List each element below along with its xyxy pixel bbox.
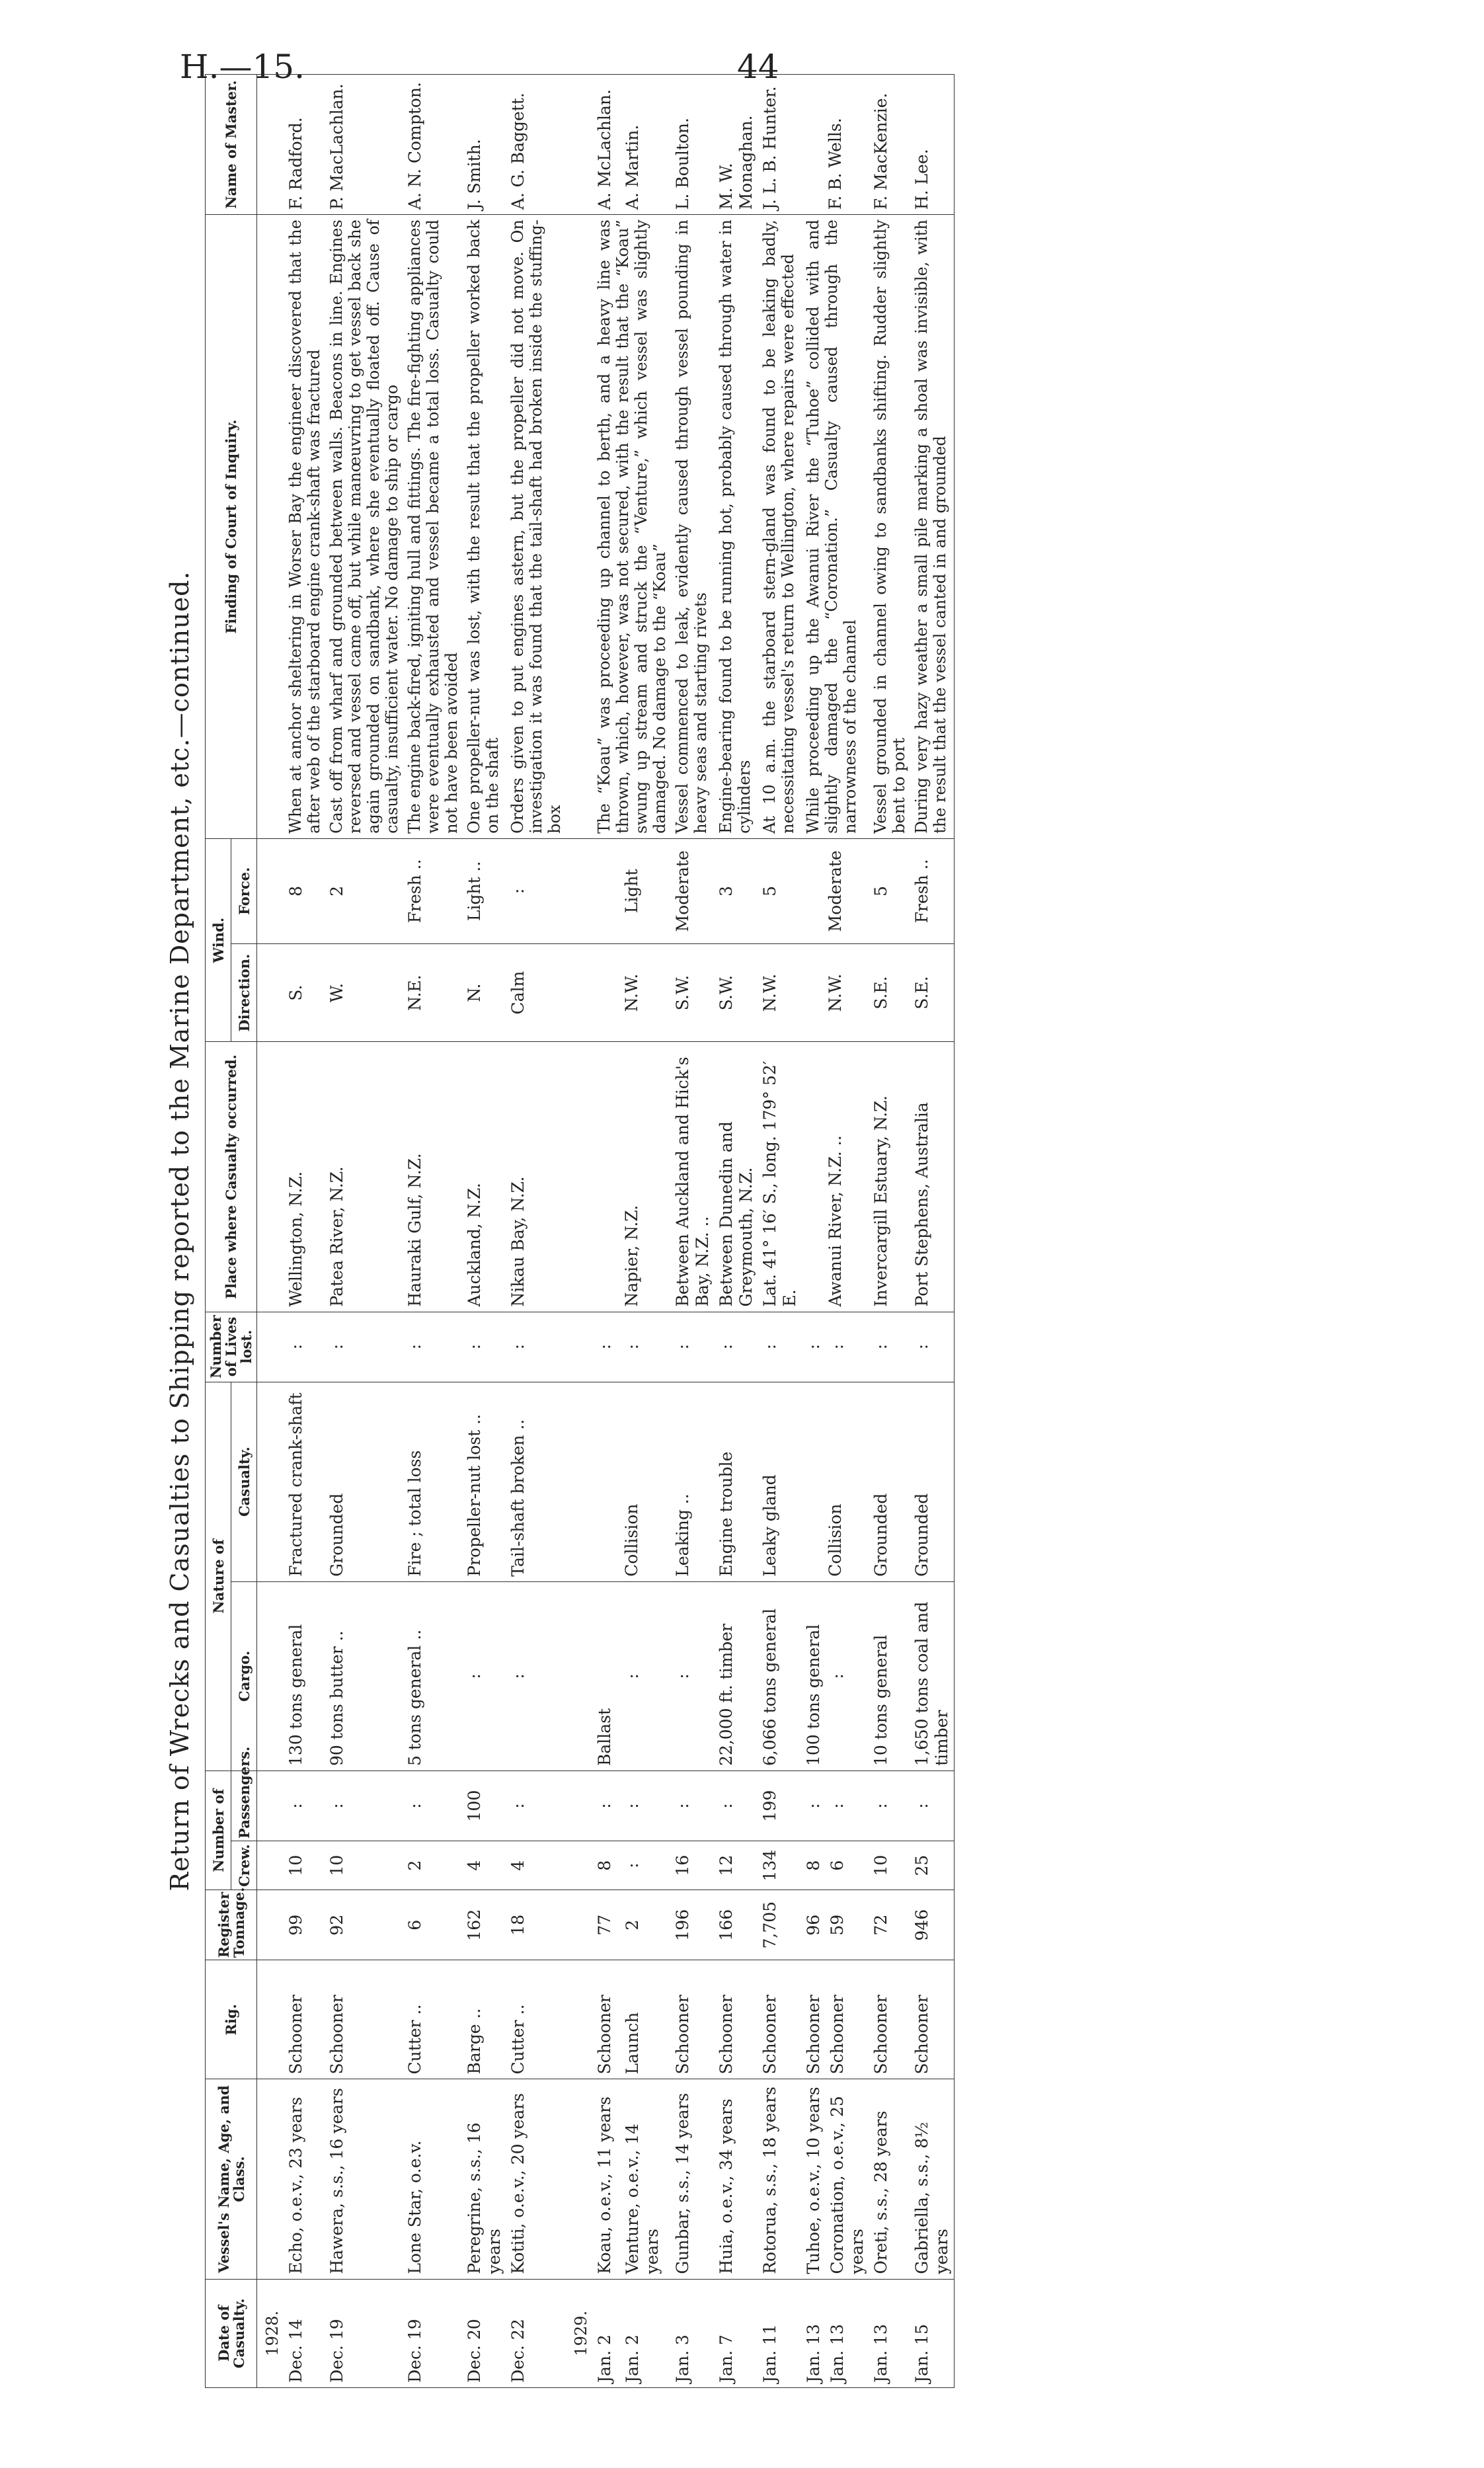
cell-finding: Orders given to put engines astern, but the propeller did not move. On investigation it was found that the tail-shaft had broken inside the stuffing-box [506,215,566,839]
cell-casualty: Grounded [869,1382,910,1581]
cell-finding: When at anchor sheltering in Worser Bay the engineer discovered that the after web of the starboard engine crank-shaft was fractured [284,215,325,839]
cell-lives: : [869,1312,910,1382]
cell-date: Jan. 13 [826,2279,869,2387]
cell-direction: N.W. [758,943,802,1041]
cell-cargo: : [826,1581,869,1771]
cell-vessel: Lone Star, o.e.v. [403,2079,463,2279]
cell-lives: : [621,1312,671,1382]
cell-vessel: Koau, o.e.v., 11 years [593,2079,621,2279]
cell-master: F. B. Wells. [802,75,869,215]
cell-casualty: Fire ; total loss [403,1382,463,1581]
cell-rig: Schooner [910,1960,955,2079]
cell-master: A. N. Compton. [403,75,463,215]
cell-rig: Schooner [758,1960,802,2079]
cell-direction: N.E. [403,943,463,1041]
cell-finding: The engine back-fired, igniting hull and fittings. The fire-fighting appliances were eventually exhausted and vessel became a total loss. Casualty could not have been avoided [403,215,463,839]
cell-vessel: Kotiti, o.e.v., 20 years [506,2079,566,2279]
year-label: 1929. [566,2279,593,2387]
cell-vessel: Hawera, s.s., 16 years [325,2079,403,2279]
cell-finding: At 10 a.m. the starboard stern-gland was found to be leaking badly, necessitating vessel's return to Wellington, where repairs were effected [758,215,802,839]
cell-force: Light [593,838,671,943]
cell-direction: N.W. [802,943,869,1041]
cell-passengers: : [593,1771,621,1841]
table-row [325,75,403,2388]
cell-direction: S.W. [715,943,758,1041]
table-row [715,75,758,2388]
cell-lives: : [671,1312,715,1382]
cell-casualty: Fractured crank-shaft [284,1382,325,1581]
table-row [758,75,802,2388]
cell-direction: S.E. [910,943,955,1041]
cell-date: Jan. 7 [715,2279,758,2387]
cell-tonnage: 72 [869,1890,910,1960]
cell-direction: S.E. [869,943,910,1041]
cell-rig: Schooner [802,1960,826,2079]
cell-lives: : [325,1312,403,1382]
cell-crew: 8 [593,1841,621,1890]
cell-lives: : [758,1312,802,1382]
cell-direction: Calm [506,943,566,1041]
cell-lives: : [506,1312,566,1382]
cell-cargo: 1,650 tons coal and timber [910,1581,955,1771]
cell-cargo: : [463,1581,506,1771]
cell-place: Port Stephens, Australia [910,1042,955,1312]
header-direction: Direction. [231,943,257,1041]
table-row [506,75,566,2388]
header-rig: Rig. [206,1960,257,2079]
cell-force: 5 [869,838,910,943]
header-master: Name of Master. [206,75,257,215]
cell-lives: : [826,1312,869,1382]
document-code: H.—15. [180,48,305,86]
cell-lives: : [284,1312,325,1382]
cell-crew: 10 [325,1841,403,1890]
header-number-of: Number of [206,1771,231,1890]
cell-cargo: 5 tons general .. [403,1581,463,1771]
cell-tonnage: 77 [593,1890,621,1960]
cell-tonnage: 96 [802,1890,826,1960]
cell-direction: S.W. [671,943,715,1041]
cell-place: Between Auckland and Hick's Bay, N.Z. .. [671,1042,715,1312]
cell-vessel: Gunbar, s.s., 14 years [671,2079,715,2279]
cell-finding: Vessel commenced to leak, evidently caused through vessel pounding in heavy seas and starting rivets [671,215,715,839]
cell-master: M. W. Monaghan. [715,75,758,215]
cell-crew: 10 [869,1841,910,1890]
cell-master: P. MacLachlan. [325,75,403,215]
cell-force: Light .. [463,838,506,943]
cell-force: Moderate [671,838,715,943]
cell-lives: : [910,1312,955,1382]
cell-passengers: : [506,1771,566,1841]
cell-casualty: Tail-shaft broken .. [506,1382,566,1581]
wrecks-casualties-table [205,74,955,2388]
cell-rig: Barge .. [463,1960,506,2079]
cell-vessel: Rotorua, s.s., 18 years [758,2079,802,2279]
cell-place: Patea River, N.Z. [325,1042,403,1312]
cell-date: Jan. 15 [910,2279,955,2387]
cell-crew: : [621,1841,671,1890]
table-row [671,75,715,2388]
cell-vessel: Peregrine, s.s., 16 years [463,2079,506,2279]
cell-finding: Vessel grounded in channel owing to sandbanks shifting. Rudder slightly bent to port [869,215,910,839]
cell-finding: One propeller-nut was lost, with the result that the propeller worked back on the shaft [463,215,506,839]
cell-tonnage: 2 [621,1890,671,1960]
header-crew: Crew. [231,1841,257,1890]
cell-rig: Cutter .. [403,1960,463,2079]
cell-rig: Cutter .. [506,1960,566,2079]
cell-place: Auckland, N.Z. [463,1042,506,1312]
cell-casualty: Grounded [325,1382,403,1581]
header-place: Place where Casualty occurred. [206,1042,257,1312]
cell-rig: Schooner [284,1960,325,2079]
cell-rig: Schooner [715,1960,758,2079]
cell-force: 3 [715,838,758,943]
cell-crew: 4 [506,1841,566,1890]
cell-crew: 12 [715,1841,758,1890]
cell-master: A. McLachlan. [593,75,621,215]
header-tonnage: Register Tonnage. [206,1890,257,1960]
cell-date: Dec. 14 [284,2279,325,2387]
cell-casualty: Leaking .. [671,1382,715,1581]
cell-finding: Engine-bearing found to be running hot, probably caused through water in cylinders [715,215,758,839]
cell-vessel: Huia, o.e.v., 34 years [715,2079,758,2279]
cell-cargo: : [506,1581,566,1771]
cell-date: Dec. 19 [403,2279,463,2387]
cell-crew: 8 [802,1841,826,1890]
cell-rig: Schooner [325,1960,403,2079]
cell-cargo: Ballast [593,1581,621,1771]
cell-force: 2 [325,838,403,943]
cell-passengers: : [826,1771,869,1841]
cell-crew: 16 [671,1841,715,1890]
page-number: 44 [737,48,779,86]
header-vessel: Vessel's Name, Age, and Class. [206,2079,257,2279]
cell-force: 8 [284,838,325,943]
cell-rig: Schooner [593,1960,621,2079]
cell-passengers: : [869,1771,910,1841]
cell-cargo: 100 tons general [802,1581,826,1771]
header-casualty: Casualty. [231,1382,257,1581]
header-nature-of: Nature of [206,1382,231,1771]
cell-master: F. Radford. [284,75,325,215]
cell-tonnage: 18 [506,1890,566,1960]
cell-force: : [506,838,566,943]
cell-passengers: : [910,1771,955,1841]
table-row [463,75,506,2388]
cell-crew: 4 [463,1841,506,1890]
cell-force: Fresh .. [403,838,463,943]
table-row [802,75,826,2388]
cell-passengers: : [621,1771,671,1841]
cell-passengers: : [671,1771,715,1841]
cell-tonnage: 7,705 [758,1890,802,1960]
cell-cargo: 10 tons general [869,1581,910,1771]
cell-rig: Schooner [826,1960,869,2079]
cell-casualty: Grounded [910,1382,955,1581]
header-cargo: Cargo. [231,1581,257,1771]
cell-place: Hauraki Gulf, N.Z. [403,1042,463,1312]
table-row [910,75,955,2388]
cell-vessel: Oreti, s.s., 28 years [869,2079,910,2279]
cell-cargo: : [671,1581,715,1771]
cell-tonnage: 196 [671,1890,715,1960]
cell-tonnage: 59 [826,1890,869,1960]
cell-cargo: 6,066 tons general [758,1581,802,1771]
cell-date: Dec. 22 [506,2279,566,2387]
header-wind: Wind. [206,838,231,1041]
cell-casualty: Collision [593,1382,671,1581]
cell-force: Moderate [802,838,869,943]
cell-crew: 25 [910,1841,955,1890]
cell-passengers: : [325,1771,403,1841]
cell-tonnage: 166 [715,1890,758,1960]
cell-place: Wellington, N.Z. [284,1042,325,1312]
table-row [284,75,325,2388]
cell-date: Dec. 19 [325,2279,403,2387]
cell-tonnage: 6 [403,1890,463,1960]
table-row [869,75,910,2388]
cell-vessel: Coronation, o.e.v., 25 years [826,2079,869,2279]
header-lives-lost: Number of Lives lost. [206,1312,257,1382]
cell-date: Jan. 13 [802,2279,826,2387]
cell-master: F. MacKenzie. [869,75,910,215]
cell-cargo: : [621,1581,671,1771]
cell-tonnage: 99 [284,1890,325,1960]
cell-passengers: : [284,1771,325,1841]
cell-lives: : [593,1312,621,1382]
cell-tonnage: 162 [463,1890,506,1960]
cell-finding: During very hazy weather a small pile marking a shoal was invisible, with the result that the vessel canted in and grounded [910,215,955,839]
cell-lives: : [463,1312,506,1382]
cell-crew: 10 [284,1841,325,1890]
rotated-page-content [165,74,1484,2388]
cell-master: J. Smith. [463,75,506,215]
cell-cargo: 90 tons butter .. [325,1581,403,1771]
cell-direction: W. [325,943,403,1041]
cell-master: A. G. Baggett. [506,75,566,215]
cell-rig: Schooner [671,1960,715,2079]
cell-rig: Launch [621,1960,671,2079]
cell-place: Lat. 41° 16′ S., long. 179° 52′ E. [758,1042,802,1312]
cell-force: 5 [758,838,802,943]
cell-vessel: Tuhoe, o.e.v., 10 years [802,2079,826,2279]
cell-tonnage: 92 [325,1890,403,1960]
cell-master: A. Martin. [621,75,671,215]
cell-tonnage: 946 [910,1890,955,1960]
cell-casualty: Engine trouble [715,1382,758,1581]
cell-date: Jan. 13 [869,2279,910,2387]
cell-direction: S. [284,943,325,1041]
header-date: Date of Casualty. [206,2279,257,2387]
header-force: Force. [231,838,257,943]
cell-place: Nikau Bay, N.Z. [506,1042,566,1312]
cell-direction: N. [463,943,506,1041]
cell-place: Invercargill Estuary, N.Z. [869,1042,910,1312]
cell-crew: 6 [826,1841,869,1890]
cell-place: Awanui River, N.Z. .. [802,1042,869,1312]
cell-lives: : [403,1312,463,1382]
cell-date: Jan. 2 [593,2279,621,2387]
cell-vessel: Gabriella, s.s., 8½ years [910,2079,955,2279]
cell-finding: The “Koau” was proceeding up channel to berth, and a heavy line was thrown, which, however, was not secured, with the result that the “Koau” swung up stream and struck the “Venture,” which vessel was slightly damaged. No damage to the “Koau” [593,215,671,839]
cell-casualty: Propeller-nut lost .. [463,1382,506,1581]
cell-cargo: 130 tons general [284,1581,325,1771]
cell-master: H. Lee. [910,75,955,215]
table-row [593,75,621,2388]
cell-vessel: Venture, o.e.v., 14 years [621,2079,671,2279]
cell-casualty: Leaky gland [758,1382,802,1581]
cell-rig: Schooner [869,1960,910,2079]
header-finding: Finding of Court of Inquiry. [206,215,257,839]
cell-passengers: : [715,1771,758,1841]
cell-lives: : [802,1312,826,1382]
cell-place: Between Dunedin and Greymouth, N.Z. [715,1042,758,1312]
cell-date: Jan. 11 [758,2279,802,2387]
cell-passengers: : [802,1771,826,1841]
cell-passengers: : [403,1771,463,1841]
cell-force: Fresh .. [910,838,955,943]
cell-direction: N.W. [593,943,671,1041]
cell-cargo: 22,000 ft. timber [715,1581,758,1771]
table-title: Return of Wrecks and Casualties to Shipping reported to the Marine Department, etc.—continued. [165,571,194,1891]
cell-master: J. L. B. Hunter. [758,75,802,215]
cell-finding: Cast off from wharf and grounded between walls. Beacons in line. Engines reversed and vessel came off, but while manœuvring to get vessel back she again grounded on sandbank, where she eventually floated off. Cause of casualty, insufficient water. No damage to ship or cargo [325,215,403,839]
header-passengers: Passengers. [231,1771,257,1841]
cell-crew: 134 [758,1841,802,1890]
cell-lives: : [715,1312,758,1382]
cell-place: Napier, N.Z. [593,1042,671,1312]
table-row [403,75,463,2388]
cell-date: Jan. 3 [671,2279,715,2387]
cell-passengers: 199 [758,1771,802,1841]
cell-crew: 2 [403,1841,463,1890]
cell-finding: While proceeding up the Awanui River the “Tuhoe” collided with and slightly damaged the “Coronation.” Casualty caused through the narrowness of the channel [802,215,869,839]
cell-date: Dec. 20 [463,2279,506,2387]
cell-casualty: Collision [802,1382,869,1581]
cell-master: L. Boulton. [671,75,715,215]
cell-date: Jan. 2 [621,2279,671,2387]
year-label: 1928. [257,2279,285,2387]
cell-passengers: 100 [463,1771,506,1841]
cell-vessel: Echo, o.e.v., 23 years [284,2079,325,2279]
